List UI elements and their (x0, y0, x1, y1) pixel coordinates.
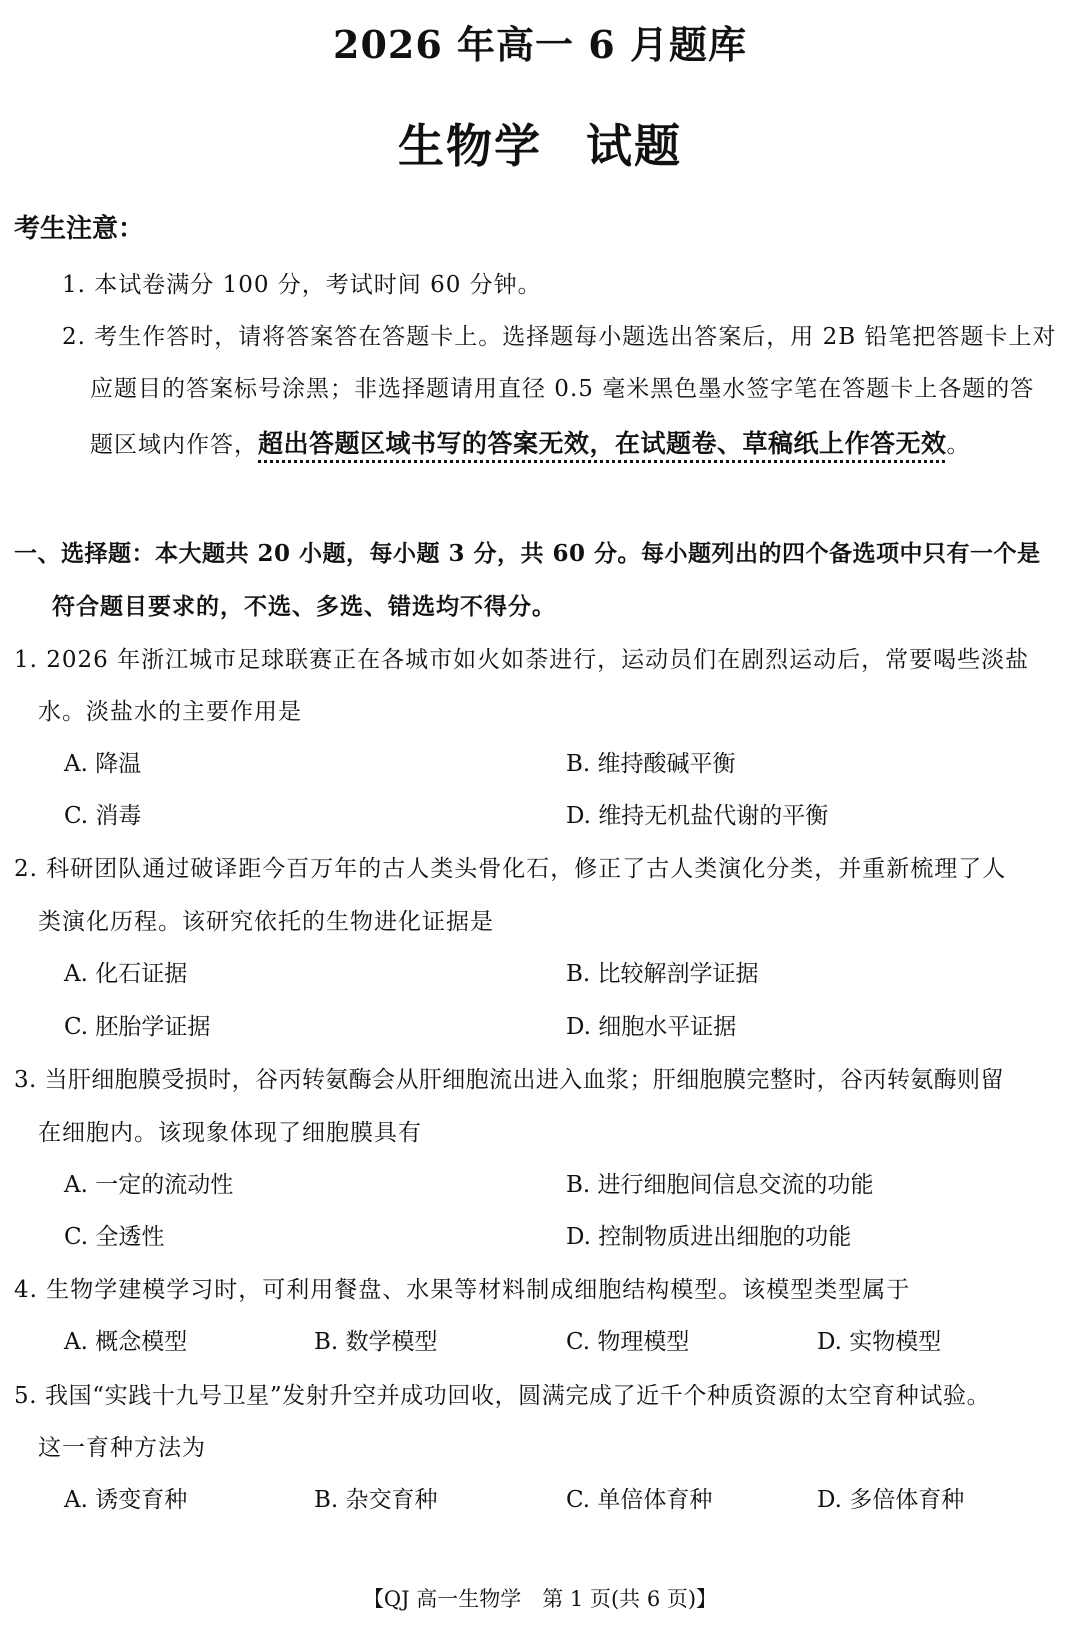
question-5-option-d: D. 多倍体育种 (817, 1487, 965, 1513)
question-5-option-c: C. 单倍体育种 (566, 1487, 713, 1513)
section-1-line-1: 一、选择题：本大题共 20 小题，每小题 3 分，共 60 分。每小题列出的四个备选项中只有一个是 (14, 540, 1041, 567)
question-3-line-1: 3. 当肝细胞膜受损时，谷丙转氨酶会从肝细胞流出进入血浆；肝细胞膜完整时，谷丙转氨酶则留 (14, 1067, 1004, 1093)
question-2-option-c: C. 胚胎学证据 (64, 1014, 211, 1040)
question-4-line-1: 4. 生物学建模学习时，可利用餐盘、水果等材料制成细胞结构模型。该模型类型属于 (14, 1277, 911, 1303)
question-3-line-2: 在细胞内。该现象体现了细胞膜具有 (38, 1120, 422, 1146)
question-5-option-a: A. 诱变育种 (64, 1487, 188, 1513)
notice-item-2-line-3 (90, 424, 971, 460)
question-1-line-2: 水。淡盐水的主要作用是 (38, 699, 302, 725)
notice-line-3-end: 。 (946, 432, 971, 458)
question-1-line-1: 1. 2026 年浙江城市足球联赛正在各城市如火如荼进行，运动员们在剧烈运动后，常要喝些淡盐 (14, 647, 1030, 673)
question-1-option-a: A. 降温 (64, 751, 142, 777)
question-4-option-c: C. 物理模型 (566, 1329, 690, 1355)
notice-item-2-line-1: 2. 考生作答时，请将答案答在答题卡上。选择题每小题选出答案后，用 2B 铅笔把答题卡上对 (62, 324, 1057, 350)
paper-type: 试题 (586, 119, 682, 173)
subject-title (0, 110, 1080, 176)
exam-bank-title: 2026 年高一 6 月题库 (333, 22, 747, 67)
page-footer: 【QJ 高一生物学 第 1 页(共 6 页)】 (362, 1587, 718, 1611)
question-1-option-d: D. 维持无机盐代谢的平衡 (566, 803, 829, 829)
notice-emphasis: 超出答题区域书写的答案无效，在试题卷、草稿纸上作答无效 (258, 429, 947, 458)
question-2-option-d: D. 细胞水平证据 (566, 1014, 737, 1040)
question-3-option-d: D. 控制物质进出细胞的功能 (566, 1224, 852, 1250)
section-1-line-2: 符合题目要求的，不选、多选、错选均不得分。 (52, 593, 556, 620)
notice-heading: 考生注意： (14, 214, 145, 244)
question-3-option-a: A. 一定的流动性 (64, 1172, 234, 1198)
question-2-option-a: A. 化石证据 (64, 961, 188, 987)
question-1-option-c: C. 消毒 (64, 803, 142, 829)
question-2-line-1: 2. 科研团队通过破译距今百万年的古人类头骨化石，修正了古人类演化分类，并重新梳理了人 (14, 856, 1007, 882)
question-2-line-2: 类演化历程。该研究依托的生物进化证据是 (38, 909, 494, 935)
question-5-line-1: 5. 我国“实践十九号卫星”发射升空并成功回收，圆满完成了近千个种质资源的太空育种试验。 (14, 1383, 991, 1409)
question-3-option-c: C. 全透性 (64, 1224, 165, 1250)
question-4-option-d: D. 实物模型 (817, 1329, 942, 1355)
question-4-option-a: A. 概念模型 (64, 1329, 188, 1355)
notice-item-2-line-2: 应题目的答案标号涂黑；非选择题请用直径 0.5 毫米黑色墨水签字笔在答题卡上各题的答 (90, 376, 1035, 402)
question-2-option-b: B. 比较解剖学证据 (566, 961, 759, 987)
question-3-option-b: B. 进行细胞间信息交流的功能 (566, 1172, 874, 1198)
question-1-option-b: B. 维持酸碱平衡 (566, 751, 736, 777)
question-4-option-b: B. 数学模型 (314, 1329, 438, 1355)
question-5-line-2: 这一育种方法为 (38, 1435, 206, 1461)
question-5-option-b: B. 杂交育种 (314, 1487, 438, 1513)
notice-line-3-start: 题区域内作答， (90, 432, 258, 458)
subject-name: 生物学 (398, 119, 542, 173)
notice-item-1: 1. 本试卷满分 100 分，考试时间 60 分钟。 (62, 272, 542, 298)
